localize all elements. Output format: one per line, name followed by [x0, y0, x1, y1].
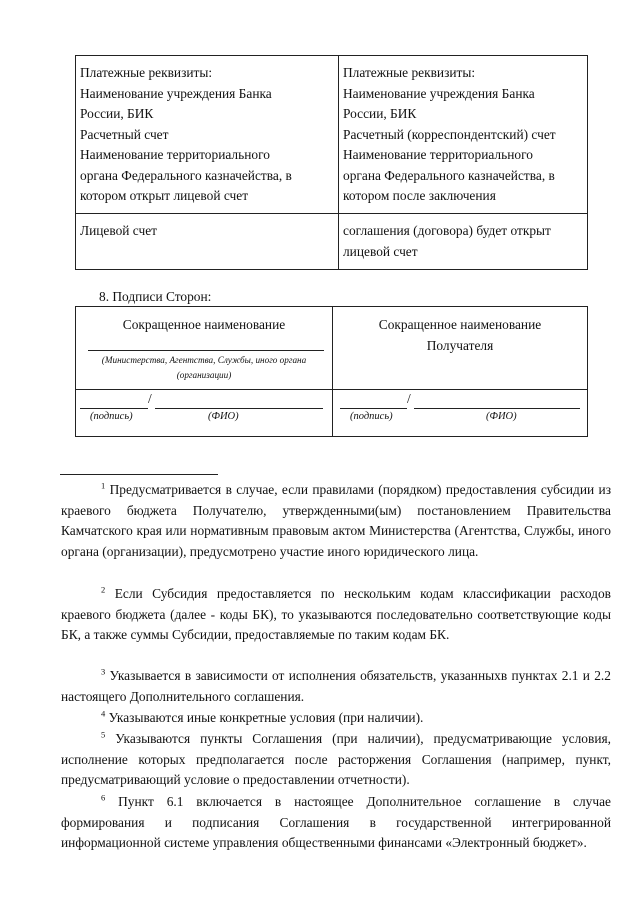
requisites-line: Расчетный (корреспондентский) счет: [343, 126, 556, 142]
requisites-line: органа Федерального казначейства, в: [343, 167, 555, 183]
signature-slash: /: [407, 391, 411, 406]
footnote-5: [61, 729, 611, 791]
footnote-text: Указываются иные конкретные условия (при наличии).: [108, 710, 424, 725]
footnote-text: Указывается в зависимости от исполнения обязательств, указанныхв пунктах 2.1 и 2.2 настоящего Дополнительного соглашения.: [61, 668, 611, 704]
footnote-1: [61, 480, 611, 562]
footnote-text: Пункт 6.1 включается в настоящее Дополнительное соглашение в случае формирования и подписания Соглашения в государственной интегрированной информационной системе управления общественными финансами «Электронный бюджет».: [61, 794, 611, 850]
payment-requisites-table: [75, 55, 588, 270]
left-party-title: Сокращенное наименование: [122, 317, 286, 332]
full-name-hint: (ФИО): [486, 411, 517, 422]
account-label: Лицевой счет: [80, 223, 158, 238]
footnote-separator: [60, 474, 218, 475]
requisites-line: России, БИК: [343, 106, 417, 121]
right-signature-cell: [333, 390, 588, 437]
right-requisites-cell: [339, 56, 588, 214]
party-name-line: [88, 350, 324, 351]
footnote-mark: 5: [101, 729, 106, 740]
requisites-line: Наименование территориального: [343, 147, 533, 162]
signatures-table: [75, 306, 588, 437]
full-name-line: [155, 408, 323, 409]
left-account-cell: [76, 214, 339, 270]
footnote-3: [61, 666, 611, 707]
signature-line: [80, 408, 148, 409]
right-party-name-cell: [333, 307, 588, 390]
right-party-title-2: Получателя: [426, 337, 494, 353]
signature-hint: (подпись): [90, 411, 133, 422]
footnote-mark: 1: [101, 480, 106, 491]
requisites-line: Наименование территориального: [80, 147, 270, 162]
account-line: соглашения (договора) будет открыт: [343, 223, 551, 238]
requisites-line: России, БИК: [80, 106, 154, 121]
footnote-mark: 3: [101, 666, 106, 677]
requisites-line: Расчетный счет: [80, 126, 169, 142]
footnote-4: [61, 708, 611, 729]
left-requisites-cell: [76, 56, 339, 214]
requisites-line: Наименование учреждения Банка: [80, 85, 272, 101]
footnote-mark: 2: [101, 584, 106, 595]
right-party-title-1: Сокращенное наименование: [378, 317, 542, 332]
footnote-mark: 4: [101, 708, 106, 719]
requisites-line: Платежные реквизиты:: [80, 65, 213, 80]
left-signature-cell: [76, 390, 333, 437]
footnote-text: Указываются пункты Соглашения (при наличии), предусматривающие условия, исполнение которых предполагается после расторжения Соглашения (например, пункт, предусматривающий условие о предоставлении отчетности).: [61, 731, 611, 787]
left-party-name-cell: [76, 307, 333, 390]
signature-slash: /: [148, 391, 152, 406]
requisites-line: Наименование учреждения Банка: [343, 85, 535, 101]
party-name-hint-1: (Министерства, Агентства, Службы, иного органа: [101, 355, 307, 365]
footnote-2: [61, 584, 611, 646]
party-name-hint-2: (организации): [176, 370, 232, 380]
right-account-cell: [339, 214, 588, 270]
signature-line: [340, 408, 407, 409]
footnote-mark: 6: [101, 792, 106, 803]
section-8-title: 8. Подписи Сторон:: [99, 289, 212, 304]
footnote-text: Предусматривается в случае, если правилами (порядком) предоставления субсидии из краевого бюджета Получателю, утвержденными(ым) постановлением Правительства Камчатского края или нормативным правовым актом Министерства (Агентства, Службы, иного органа (организации), предусмотрено участие иного юридического лица.: [61, 482, 611, 559]
requisites-line: котором после заключения: [343, 188, 496, 203]
account-line: лицевой счет: [343, 243, 418, 259]
signature-hint: (подпись): [350, 411, 393, 422]
footnote-text: Если Субсидия предоставляется по нескольким кодам классификации расходов краевого бюджета (далее - коды БК), то указываются последовательно соответствующие коды БК, а также суммы Субсидии, предоставляемые по таким кодам БК.: [61, 586, 611, 642]
requisites-line: котором открыт лицевой счет: [80, 188, 249, 203]
requisites-line: Платежные реквизиты:: [343, 65, 476, 80]
full-name-hint: (ФИО): [208, 411, 239, 422]
footnote-6: [61, 792, 611, 854]
full-name-line: [414, 408, 580, 409]
requisites-line: органа Федерального казначейства, в: [80, 167, 292, 183]
